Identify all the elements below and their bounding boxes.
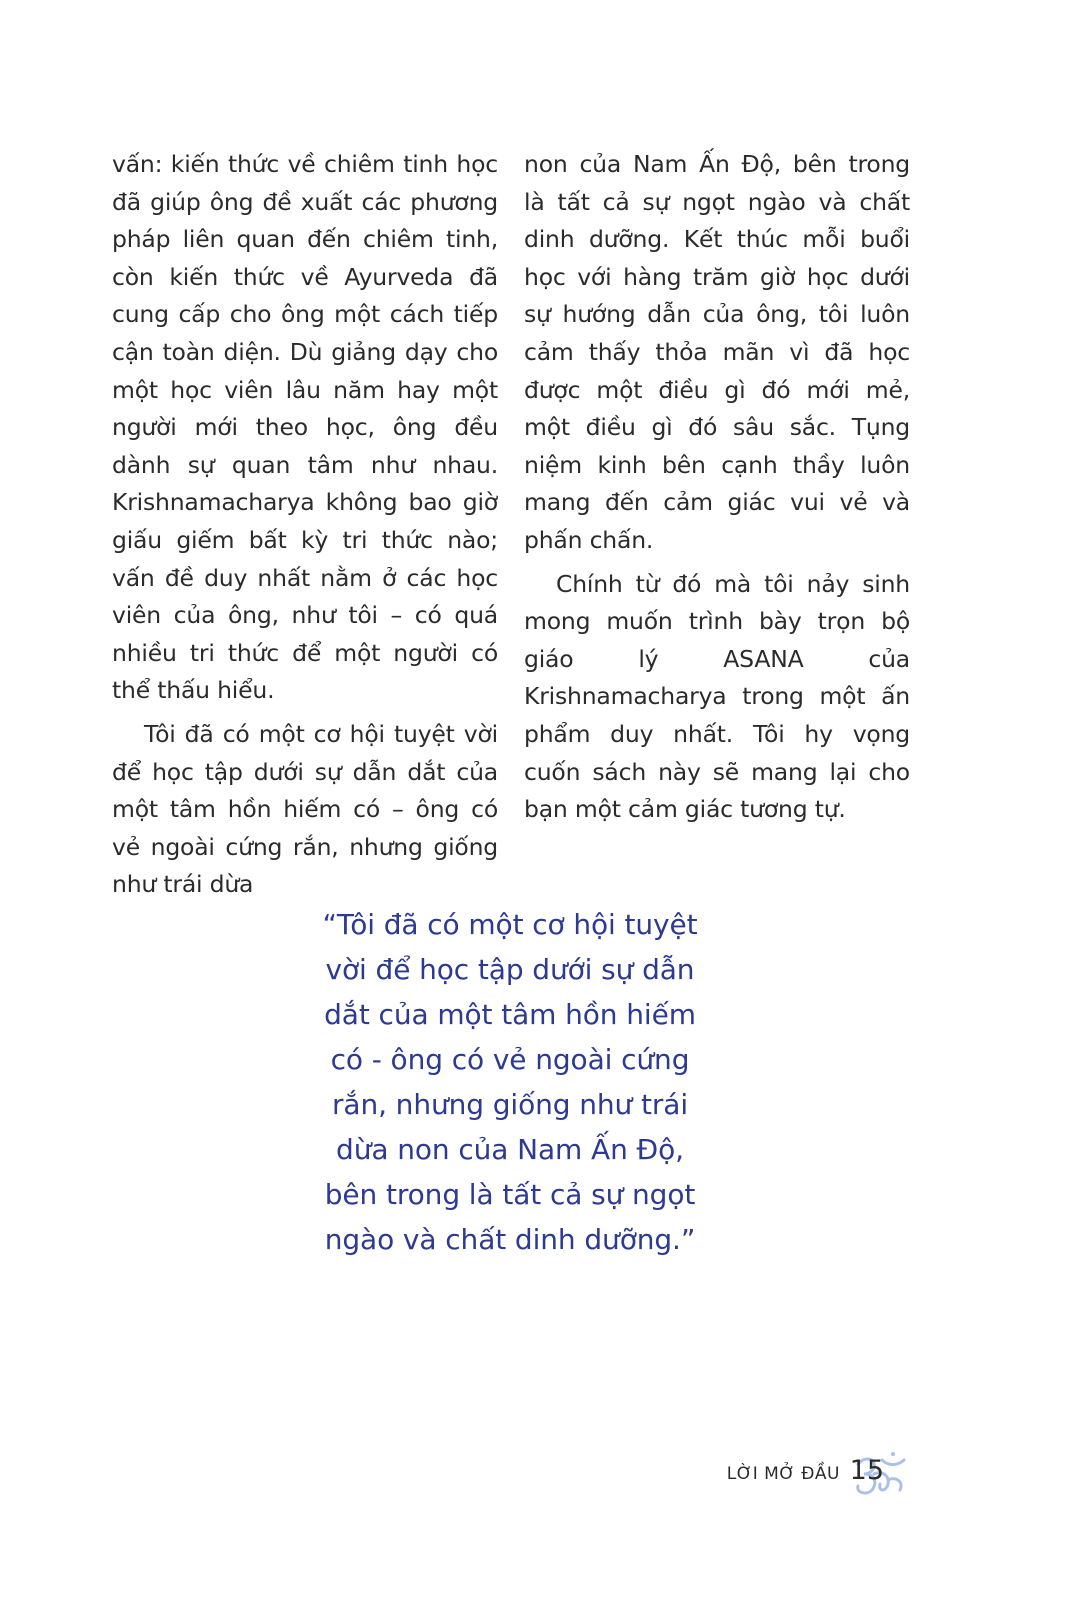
body-paragraph: Tôi đã có một cơ hội tuyệt vời để học tập dưới sự dẫn dắt của một tâm hồn hiếm có – ông có vẻ ngoài cứng rắn, nhưng giống như trái dừa — [112, 719, 498, 899]
body-paragraph: Chính từ đó mà tôi nảy sinh mong muốn trình bày trọn bộ giáo lý ASANA của Krishnamacharya trong một ấn phẩm duy nhất. Tôi hy vọng cuốn sách này sẽ mang lại cho bạn một cảm giác tương tự. — [524, 569, 910, 824]
section-label: LỜI MỞ ĐẦU — [726, 1464, 840, 1484]
pull-quote-line: vời để học tập dưới sự dẫn — [325, 953, 695, 986]
pull-quote-line: “Tôi đã có một cơ hội tuyệt — [322, 908, 698, 941]
body-paragraph: non của Nam Ấn Độ, bên trong là tất cả sự ngọt ngào và chất dinh dưỡng. Kết thúc mỗi buổi học với hàng trăm giờ học dưới sự hướng dẫn của ông, tôi luôn cảm thấy thỏa mãn vì đã học được một điều gì đó mới mẻ, một điều gì đó sâu sắc. Tụng niệm kinh bên cạnh thầy luôn mang đến cảm giác vui vẻ và phấn chấn. — [524, 150, 910, 554]
page-footer — [690, 1450, 920, 1500]
pull-quote-line: bên trong là tất cả sự ngọt — [324, 1178, 696, 1211]
page-number: 15 — [849, 1455, 884, 1486]
pull-quote-line: có - ông có vẻ ngoài cứng — [330, 1043, 690, 1076]
pull-quote-line: dắt của một tâm hồn hiếm — [324, 998, 696, 1031]
left-column — [112, 146, 498, 904]
pull-quote-line: ngào và chất dinh dưỡng.” — [324, 1223, 696, 1256]
body-paragraph: vấn: kiến thức về chiêm tinh học đã giúp ông đề xuất các phương pháp liên quan đến chiêm tinh, còn kiến thức về Ayurveda đã cung cấp cho ông một cách tiếp cận toàn diện. Dù giảng dạy cho một học viên lâu năm hay một người mới theo học, ông đều dành sự quan tâm như nhau. Krishnamacharya không bao giờ giấu giếm bất kỳ tri thức nào; vấn đề duy nhất nằm ở các học viên của ông, như tôi – có quá nhiều tri thức để một người có thể thấu hiểu. — [112, 150, 498, 705]
pull-quote-line: rắn, nhưng giống như trái — [331, 1088, 689, 1121]
pull-quote-line: dừa non của Nam Ấn Độ, — [336, 1133, 684, 1166]
pull-quote — [300, 902, 720, 1262]
right-column — [524, 146, 910, 829]
